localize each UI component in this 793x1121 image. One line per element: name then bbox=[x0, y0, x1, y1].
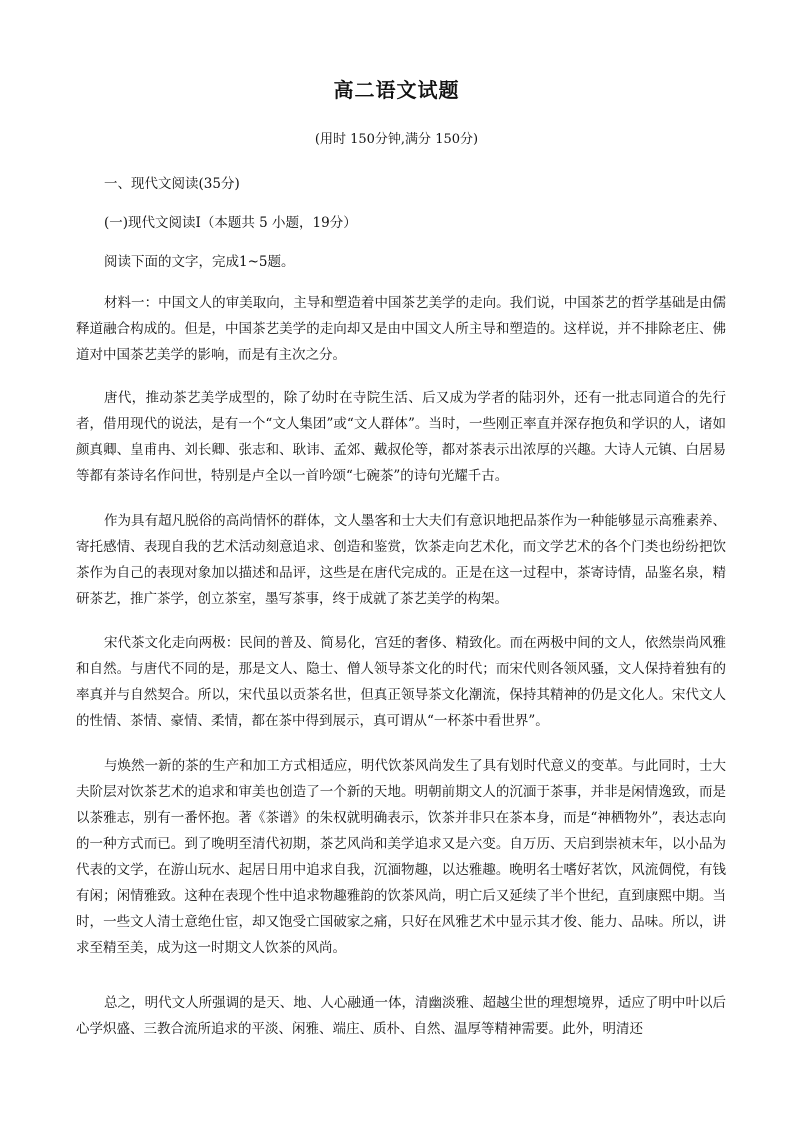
section-heading: 一、现代文阅读(35分) bbox=[104, 176, 240, 192]
paragraph-1: 材料一：中国文人的审美取向，主导和塑造着中国茶艺美学的走向。我们说，中国茶艺的哲学基础是由儒释道融合构成的。但是，中国茶艺美学的走向却又是由中国文人所主导和塑造的。这样说，并不排除老庄、佛道对中国茶艺美学的影响，而是有主次之分。 bbox=[76, 295, 726, 363]
subsection-heading: (一)现代文阅读Ⅰ（本题共 5 小题，19分） bbox=[104, 215, 357, 231]
paragraph-6: 总之，明代文人所强调的是天、地、人心融通一体，清幽淡雅、超越尘世的理想境界，适应了明中叶以后心学炽盛、三教合流所追求的平淡、闲雅、端庄、质朴、自然、温厚等精神需要。此外，明清还 bbox=[76, 995, 726, 1037]
paragraph-3: 作为具有超凡脱俗的高尚情怀的群体，文人墨客和士大夫们有意识地把品茶作为一种能够显示高雅素养、寄托感情、表现自我的艺术活动刻意追求、创造和鉴赏，饮茶走向艺术化，而文学艺术的各个门类也纷纷把饮茶作为自己的表现对象加以描述和品评，这些是在唐代完成的。正是在这一过程中，茶寄诗情，品鉴名泉，精研茶艺，推广茶学，创立茶室，墨写茶事，终于成就了茶艺美学的构架。 bbox=[76, 513, 726, 607]
exam-time-note: (用时 150分钟,满分 150分) bbox=[314, 132, 479, 147]
paragraph-4: 宋代茶文化走向两极：民间的普及、简易化，宫廷的奢侈、精致化。而在两极中间的文人，依然崇尚风雅和自然。与唐代不同的是，那是文人、隐士、僧人领导茶文化的时代；而宋代则各领风骚，文人保持着独有的率真并与自然契合。所以，宋代虽以贡茶名世，但真正领导茶文化潮流，保持其精神的仍是文化人。宋代文人的性情、茶情、豪情、柔情，都在茶中得到展示，真可谓从“一杯茶中看世界”。 bbox=[76, 635, 726, 729]
page-title: 高二语文试题 bbox=[333, 78, 460, 102]
reading-instruction: 阅读下面的文字，完成1~5题。 bbox=[104, 254, 295, 270]
paragraph-2: 唐代，推动茶艺美学成型的，除了幼时在寺院生活、后又成为学者的陆羽外，还有一批志同道合的先行者，借用现代的说法，是有一个“文人集团”或“文人群体”。当时，一些刚正率直并深存抱负和学识的人，诸如颜真卿、皇甫冉、刘长卿、张志和、耿讳、孟郊、戴叔伦等，都对茶表示出浓厚的兴趣。大诗人元镇、白居易等都有茶诗名作问世，特别是卢全以一首吟颂“七碗茶”的诗句光耀千古。 bbox=[76, 390, 726, 484]
paragraph-5: 与焕然一新的茶的生产和加工方式相适应，明代饮茶风尚发生了具有划时代意义的变革。与此同时，士大夫阶层对饮茶艺术的追求和审美也创造了一个新的天地。明朝前期文人的沉湎于茶事，并非是闲情逸致，而是以茶雅志，别有一番怀抱。著《茶谱》的朱权就明确表示，饮茶并非只在茶本身，而是“神栖物外”，表达志向的一种方式而已。到了晚明至清代初期，茶艺风尚和美学追求又是六变。自万历、天启到崇祯末年，以小品为代表的文学，在游山玩水、起居日用中追求自我，沉湎物趣，以达雅趣。晚明名士嗜好茗饮，风流倜傥，有钱有闲；闲情雅致。这种在表现个性中追求物趣雅韵的饮茶风尚，明亡后又延续了半个世纪，直到康熙中期。当时，一些文人清士意绝仕宦，却又饱受亡国破家之痛，只好在风雅艺术中显示其才俊、能力、品味。所以，讲求至精至美，成为这一时期文人饮茶的风尚。 bbox=[76, 758, 726, 956]
